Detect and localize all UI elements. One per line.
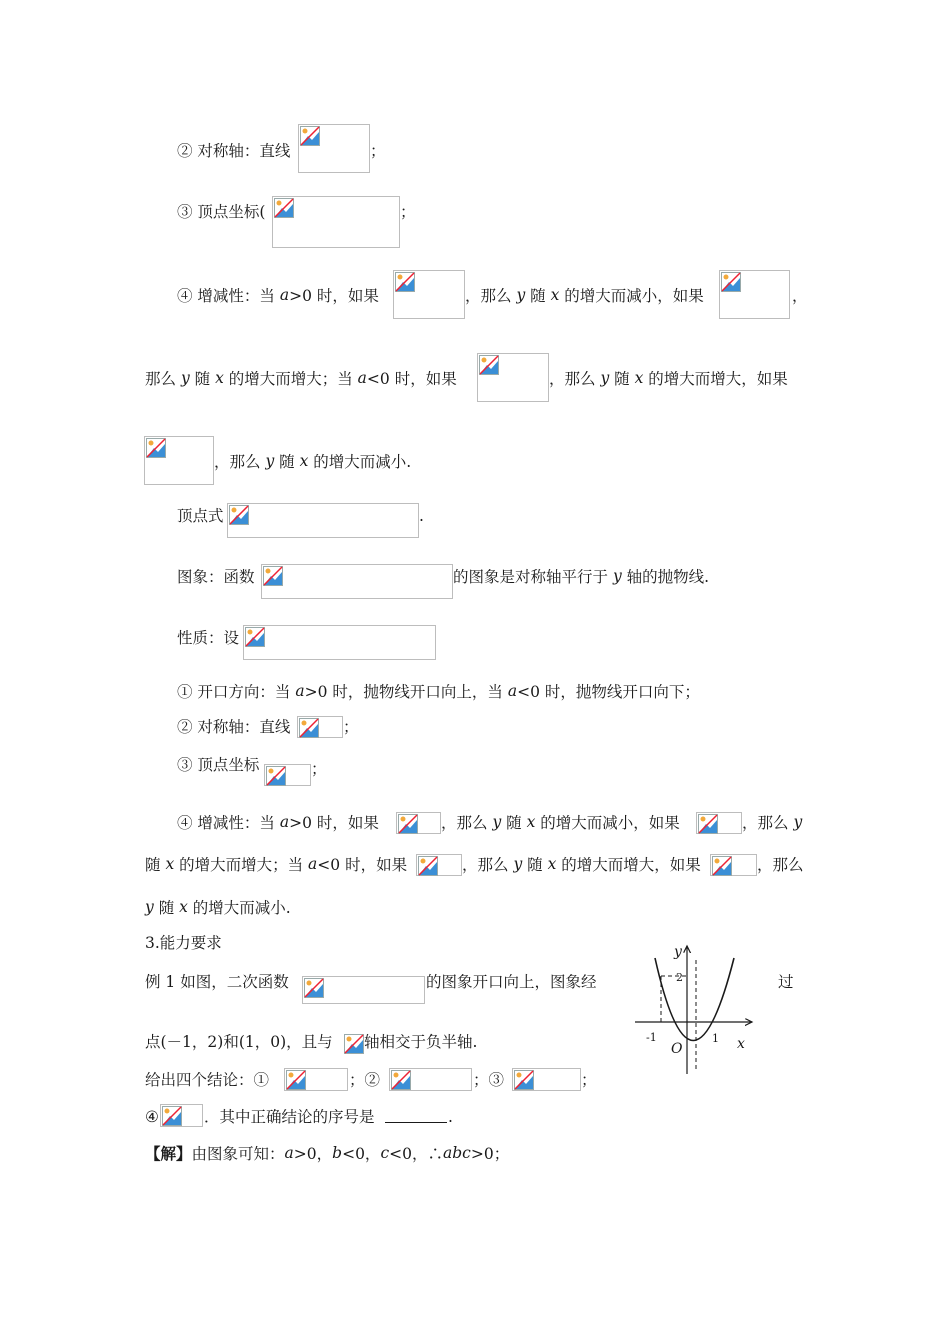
- formula-image-placeholder: [272, 196, 400, 248]
- broken-image-icon: [514, 1070, 534, 1090]
- broken-image-icon: [286, 1070, 306, 1090]
- mono2-3: y 随 x 的增大而减小.: [145, 898, 291, 917]
- example-line-1-tail: 过: [778, 973, 794, 991]
- formula-image-placeholder: [393, 270, 465, 319]
- formula-image-placeholder: [302, 976, 425, 1004]
- mono2-2-b: ，那么 y 随 x 的增大而增大，如果: [462, 855, 701, 874]
- formula-image-placeholder: [719, 270, 790, 319]
- example-line-4-prefix: ④: [145, 1108, 159, 1126]
- axis-suffix-2: ；: [343, 718, 359, 736]
- broken-image-icon: [245, 627, 265, 647]
- example-line-3-sep2: ；③: [473, 1071, 505, 1089]
- broken-image-icon: [300, 126, 320, 146]
- broken-image-icon: [299, 718, 319, 738]
- formula-image-placeholder: [389, 1068, 472, 1091]
- example-line-4-suffix: ．其中正确结论的序号是: [204, 1108, 375, 1126]
- formula-image-placeholder: [696, 812, 742, 834]
- broken-image-icon: [344, 1034, 364, 1054]
- y-axis-label: y: [674, 944, 682, 960]
- formula-image-placeholder: [261, 564, 453, 599]
- broken-image-icon: [418, 856, 438, 876]
- mono2-2-end: ，那么: [757, 856, 804, 874]
- broken-image-icon: [698, 814, 718, 834]
- solution-line: 【解】由图象可知：a>0，b<0，c<0，∴abc>0；: [145, 1144, 510, 1163]
- broken-image-icon: [398, 814, 418, 834]
- mono-2-a: 那么 y 随 x 的增大而增大；当 a<0 时，如果: [145, 369, 457, 388]
- broken-image-icon: [391, 1070, 411, 1090]
- broken-image-icon: [304, 978, 324, 998]
- parabola-curve: [655, 958, 734, 1041]
- vertex-line-2: ③ 顶点坐标: [177, 756, 260, 774]
- formula-image-placeholder: [512, 1068, 581, 1091]
- tick-label-1: 1: [712, 1032, 719, 1045]
- mono-3: ，那么 y 随 x 的增大而减小.: [214, 452, 412, 471]
- property-intro: 性质：设: [177, 629, 240, 647]
- broken-image-icon: [146, 438, 166, 458]
- vertex-line-1: ③ 顶点坐标(: [177, 203, 266, 221]
- formula-image-placeholder: [297, 716, 343, 738]
- vertex-suffix-2: ；: [311, 760, 327, 778]
- example-line-1-suffix: 的图象开口向上，图象经: [426, 973, 597, 991]
- formula-image-placeholder: [343, 1033, 363, 1055]
- broken-image-icon: [479, 355, 499, 375]
- broken-image-icon: [395, 272, 415, 292]
- formula-image-placeholder: [284, 1068, 348, 1091]
- mono2-1-b: ，那么 y 随 x 的增大而减小，如果: [441, 813, 680, 832]
- graph-desc-suffix: 的图象是对称轴平行于 y 轴的抛物线.: [453, 567, 710, 586]
- answer-blank: [385, 1121, 447, 1123]
- formula-image-placeholder: [710, 854, 757, 876]
- mono-1-a: ④ 增减性：当 a>0 时，如果: [177, 286, 379, 305]
- vertex-form-label: 顶点式: [177, 507, 224, 525]
- vertex-form-suffix: .: [419, 507, 424, 525]
- formula-image-placeholder: [416, 854, 462, 876]
- section-title: 3.能力要求: [145, 934, 222, 952]
- example-line-3-prefix: 给出四个结论：①: [145, 1071, 270, 1089]
- formula-image-placeholder: [298, 124, 370, 173]
- broken-image-icon: [263, 566, 283, 586]
- mono2-1-a: ④ 增减性：当 a>0 时，如果: [177, 813, 379, 832]
- origin-label: O: [671, 1041, 683, 1057]
- example-line-3-sep3: ；: [581, 1071, 597, 1089]
- formula-image-placeholder: [144, 436, 214, 485]
- opening-direction: ① 开口方向：当 a>0 时，抛物线开口向上，当 a<0 时，抛物线开口向下；: [177, 682, 700, 701]
- formula-image-placeholder: [477, 353, 549, 402]
- formula-image-placeholder: [264, 764, 311, 786]
- mono2-2-a: 随 x 的增大而增大；当 a<0 时，如果: [145, 855, 408, 874]
- tick-label-neg1: -1: [646, 1031, 657, 1044]
- broken-image-icon: [712, 856, 732, 876]
- broken-image-icon: [721, 272, 741, 292]
- vertex-suffix: ；: [400, 203, 416, 221]
- formula-image-placeholder: [396, 812, 441, 834]
- mono-1-end: ，: [792, 287, 808, 305]
- broken-image-icon: [266, 766, 286, 786]
- graph-desc-prefix: 图象：函数: [177, 568, 255, 586]
- broken-image-icon: [162, 1106, 182, 1126]
- example-line-3-sep1: ；②: [349, 1071, 381, 1089]
- parabola-graph: [628, 938, 758, 1078]
- broken-image-icon: [274, 198, 294, 218]
- mono-2-b: ，那么 y 随 x 的增大而增大，如果: [549, 369, 788, 388]
- formula-image-placeholder: [243, 625, 436, 660]
- axis-line-2: ② 对称轴：直线: [177, 718, 291, 736]
- tick-label-2: 2: [676, 971, 683, 984]
- x-axis-label: x: [737, 1036, 745, 1052]
- broken-image-icon: [229, 505, 249, 525]
- axis-line-1: ② 对称轴：直线: [177, 142, 291, 160]
- example-line-4-end: .: [448, 1108, 453, 1126]
- axis-suffix: ；: [370, 142, 386, 160]
- example-line-2-suffix: 轴相交于负半轴.: [364, 1033, 478, 1051]
- example-line-1-prefix: 例 1 如图，二次函数: [145, 973, 289, 991]
- formula-image-placeholder: [227, 503, 419, 538]
- example-line-2-prefix: 点(－1，2)和(1，0)，且与: [145, 1033, 333, 1051]
- formula-image-placeholder: [160, 1104, 203, 1127]
- mono-1-b: ，那么 y 随 x 的增大而减小，如果: [465, 286, 704, 305]
- mono2-1-end: ，那么 y: [742, 813, 803, 832]
